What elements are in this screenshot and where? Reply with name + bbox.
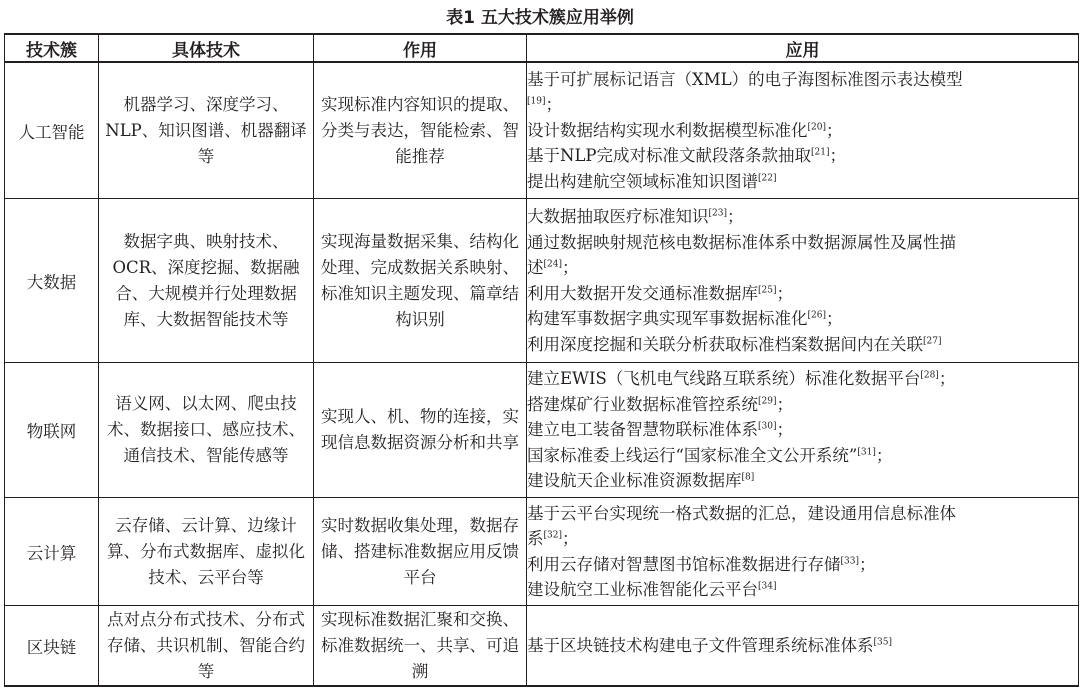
application-cell	[527, 606, 1079, 687]
table-caption: 表1 五大技术簇应用举例	[446, 8, 634, 28]
application-text: 基于区块链技术构建电子文件管理系统标准体系	[527, 635, 874, 655]
application-cell	[527, 363, 1079, 498]
application-text: 国家标准委上线运行“国家标准全文公开系统”	[527, 445, 858, 465]
application-punctuation: ；	[858, 554, 876, 574]
application-item	[527, 118, 1078, 144]
application-text: 提出构建航空领域标准知识图谱	[527, 171, 758, 191]
cluster-cell: 区块链	[5, 606, 99, 687]
application-punctuation: ；	[829, 146, 846, 166]
application-text: 述	[527, 258, 544, 277]
application-item	[527, 67, 1078, 93]
reference-number: [33]	[840, 555, 859, 566]
table-row	[5, 62, 1079, 199]
application-item	[527, 255, 1078, 281]
application-text: 基于可扩展标记语言（XML）的电子海图标准图示表达模型	[527, 69, 963, 89]
cluster-cell: 云计算	[5, 498, 99, 606]
reference-number: [22]	[758, 173, 777, 183]
application-cell	[527, 199, 1079, 363]
application-text: 建设航天企业标准资源数据库	[527, 471, 742, 491]
purpose-cell: 实现海量数据采集、结构化处理、完成数据关系映射、标准知识主题发现、篇章结构识别	[314, 199, 527, 363]
application-punctuation: ；	[561, 529, 579, 548]
application-text: 利用云存储对智慧图书馆标准数据进行存储	[527, 554, 841, 574]
reference-number: [24]	[543, 259, 562, 270]
application-item	[527, 501, 1078, 527]
application-item	[527, 468, 1078, 494]
reference-number: [26]	[807, 310, 826, 321]
application-cell	[527, 62, 1079, 199]
application-text: 大数据抽取医疗标准知识	[527, 207, 709, 226]
application-punctuation: ；	[776, 283, 793, 303]
tech-cell: 数据字典、映射技术、OCR、深度挖掘、数据融合、大规模并行处理数据库、大数据智能技术等	[99, 199, 314, 363]
application-text: 基于NLP完成对标准文献段落条款抽取	[527, 146, 811, 166]
cluster-cell: 人工智能	[5, 62, 99, 199]
application-item	[527, 169, 1078, 195]
application-punctuation: ；	[776, 420, 793, 440]
application-punctuation: ；	[726, 207, 744, 226]
application-item	[527, 443, 1078, 469]
tech-cell: 云存储、云计算、边缘计算、分布式数据库、虚拟化技术、云平台等	[99, 498, 314, 606]
application-punctuation: ；	[776, 394, 793, 414]
reference-number: [35]	[873, 637, 892, 647]
application-item	[527, 392, 1078, 418]
application-punctuation: ；	[545, 95, 562, 115]
application-text: 建立电工装备智慧物联标准体系	[527, 420, 758, 440]
application-item	[527, 526, 1078, 552]
purpose-cell: 实时数据收集处理，数据存储、搭建标准数据应用反馈平台	[314, 498, 527, 606]
table-row	[5, 606, 1079, 687]
tech-cell: 机器学习、深度学习、NLP、知识图谱、机器翻译等	[99, 62, 314, 199]
tech-cluster-table	[4, 33, 1079, 687]
reference-number: [34]	[758, 581, 777, 592]
reference-number: [20]	[807, 122, 826, 132]
reference-number: [19]	[527, 96, 546, 107]
application-punctuation: ；	[561, 258, 579, 277]
application-text: 利用大数据开发交通标准数据库	[527, 283, 758, 303]
application-cell	[527, 498, 1079, 606]
application-item	[527, 230, 1078, 256]
reference-number: [8]	[741, 472, 755, 483]
application-item	[527, 577, 1078, 603]
header-row	[5, 34, 1079, 62]
reference-number: [29]	[758, 396, 777, 406]
application-punctuation: ；	[938, 369, 956, 389]
application-text: 搭建煤矿行业数据标准管控系统	[527, 394, 758, 414]
cluster-cell: 大数据	[5, 199, 99, 363]
application-text: 设计数据结构实现水利数据模型标准化	[527, 120, 808, 140]
application-item	[527, 204, 1078, 230]
header-tech: 具体技术	[99, 34, 314, 62]
application-punctuation: ；	[825, 309, 843, 328]
reference-number: [21]	[811, 147, 830, 158]
application-item	[527, 281, 1078, 307]
application-text: 基于云平台实现统一格式数据的汇总，建设通用信息标准体	[527, 503, 956, 523]
application-text: 构建军事数据字典实现军事数据标准化	[527, 309, 808, 328]
table-row	[5, 498, 1079, 606]
application-item	[527, 306, 1078, 332]
application-item	[527, 417, 1078, 443]
header-cluster: 技术簇	[5, 34, 99, 62]
application-item	[527, 633, 1078, 659]
purpose-cell: 实现标准数据汇聚和交换、标准数据统一、共享、可追溯	[314, 606, 527, 687]
table-row	[5, 199, 1079, 363]
reference-number: [32]	[543, 530, 562, 541]
application-item	[527, 332, 1078, 358]
application-item	[527, 143, 1078, 169]
reference-number: [23]	[708, 208, 727, 219]
reference-number: [28]	[920, 370, 939, 381]
cluster-cell: 物联网	[5, 363, 99, 498]
purpose-cell: 实现人、机、物的连接，实现信息数据资源分析和共享	[314, 363, 527, 498]
header-purpose: 作用	[314, 34, 527, 62]
application-item	[527, 92, 1078, 118]
reference-number: [30]	[758, 421, 777, 432]
tech-cell: 语义网、以太网、爬虫技术、数据接口、感应技术、通信技术、智能传感等	[99, 363, 314, 498]
application-text: 系	[527, 529, 544, 548]
purpose-cell: 实现标准内容知识的提取、分类与表达，智能检索、智能推荐	[314, 62, 527, 199]
tech-cell: 点对点分布式技术、分布式存储、共识机制、智能合约等	[99, 606, 314, 687]
application-item	[527, 366, 1078, 392]
application-punctuation: ；	[875, 445, 893, 465]
application-text: 建立EWIS（飞机电气线路互联系统）标准化数据平台	[527, 369, 921, 389]
application-punctuation: ；	[825, 120, 843, 140]
table-row	[5, 363, 1079, 498]
reference-number: [31]	[857, 447, 876, 457]
application-item	[527, 552, 1078, 578]
application-text: 通过数据映射规范核电数据标准体系中数据源属性及属性描	[527, 232, 956, 252]
application-text: 建设航空工业标准智能化云平台	[527, 580, 758, 599]
header-application: 应用	[527, 34, 1079, 62]
reference-number: [27]	[923, 335, 942, 346]
application-text: 利用深度挖掘和关联分析获取标准档案数据间内在关联	[527, 334, 923, 354]
reference-number: [25]	[758, 284, 777, 295]
